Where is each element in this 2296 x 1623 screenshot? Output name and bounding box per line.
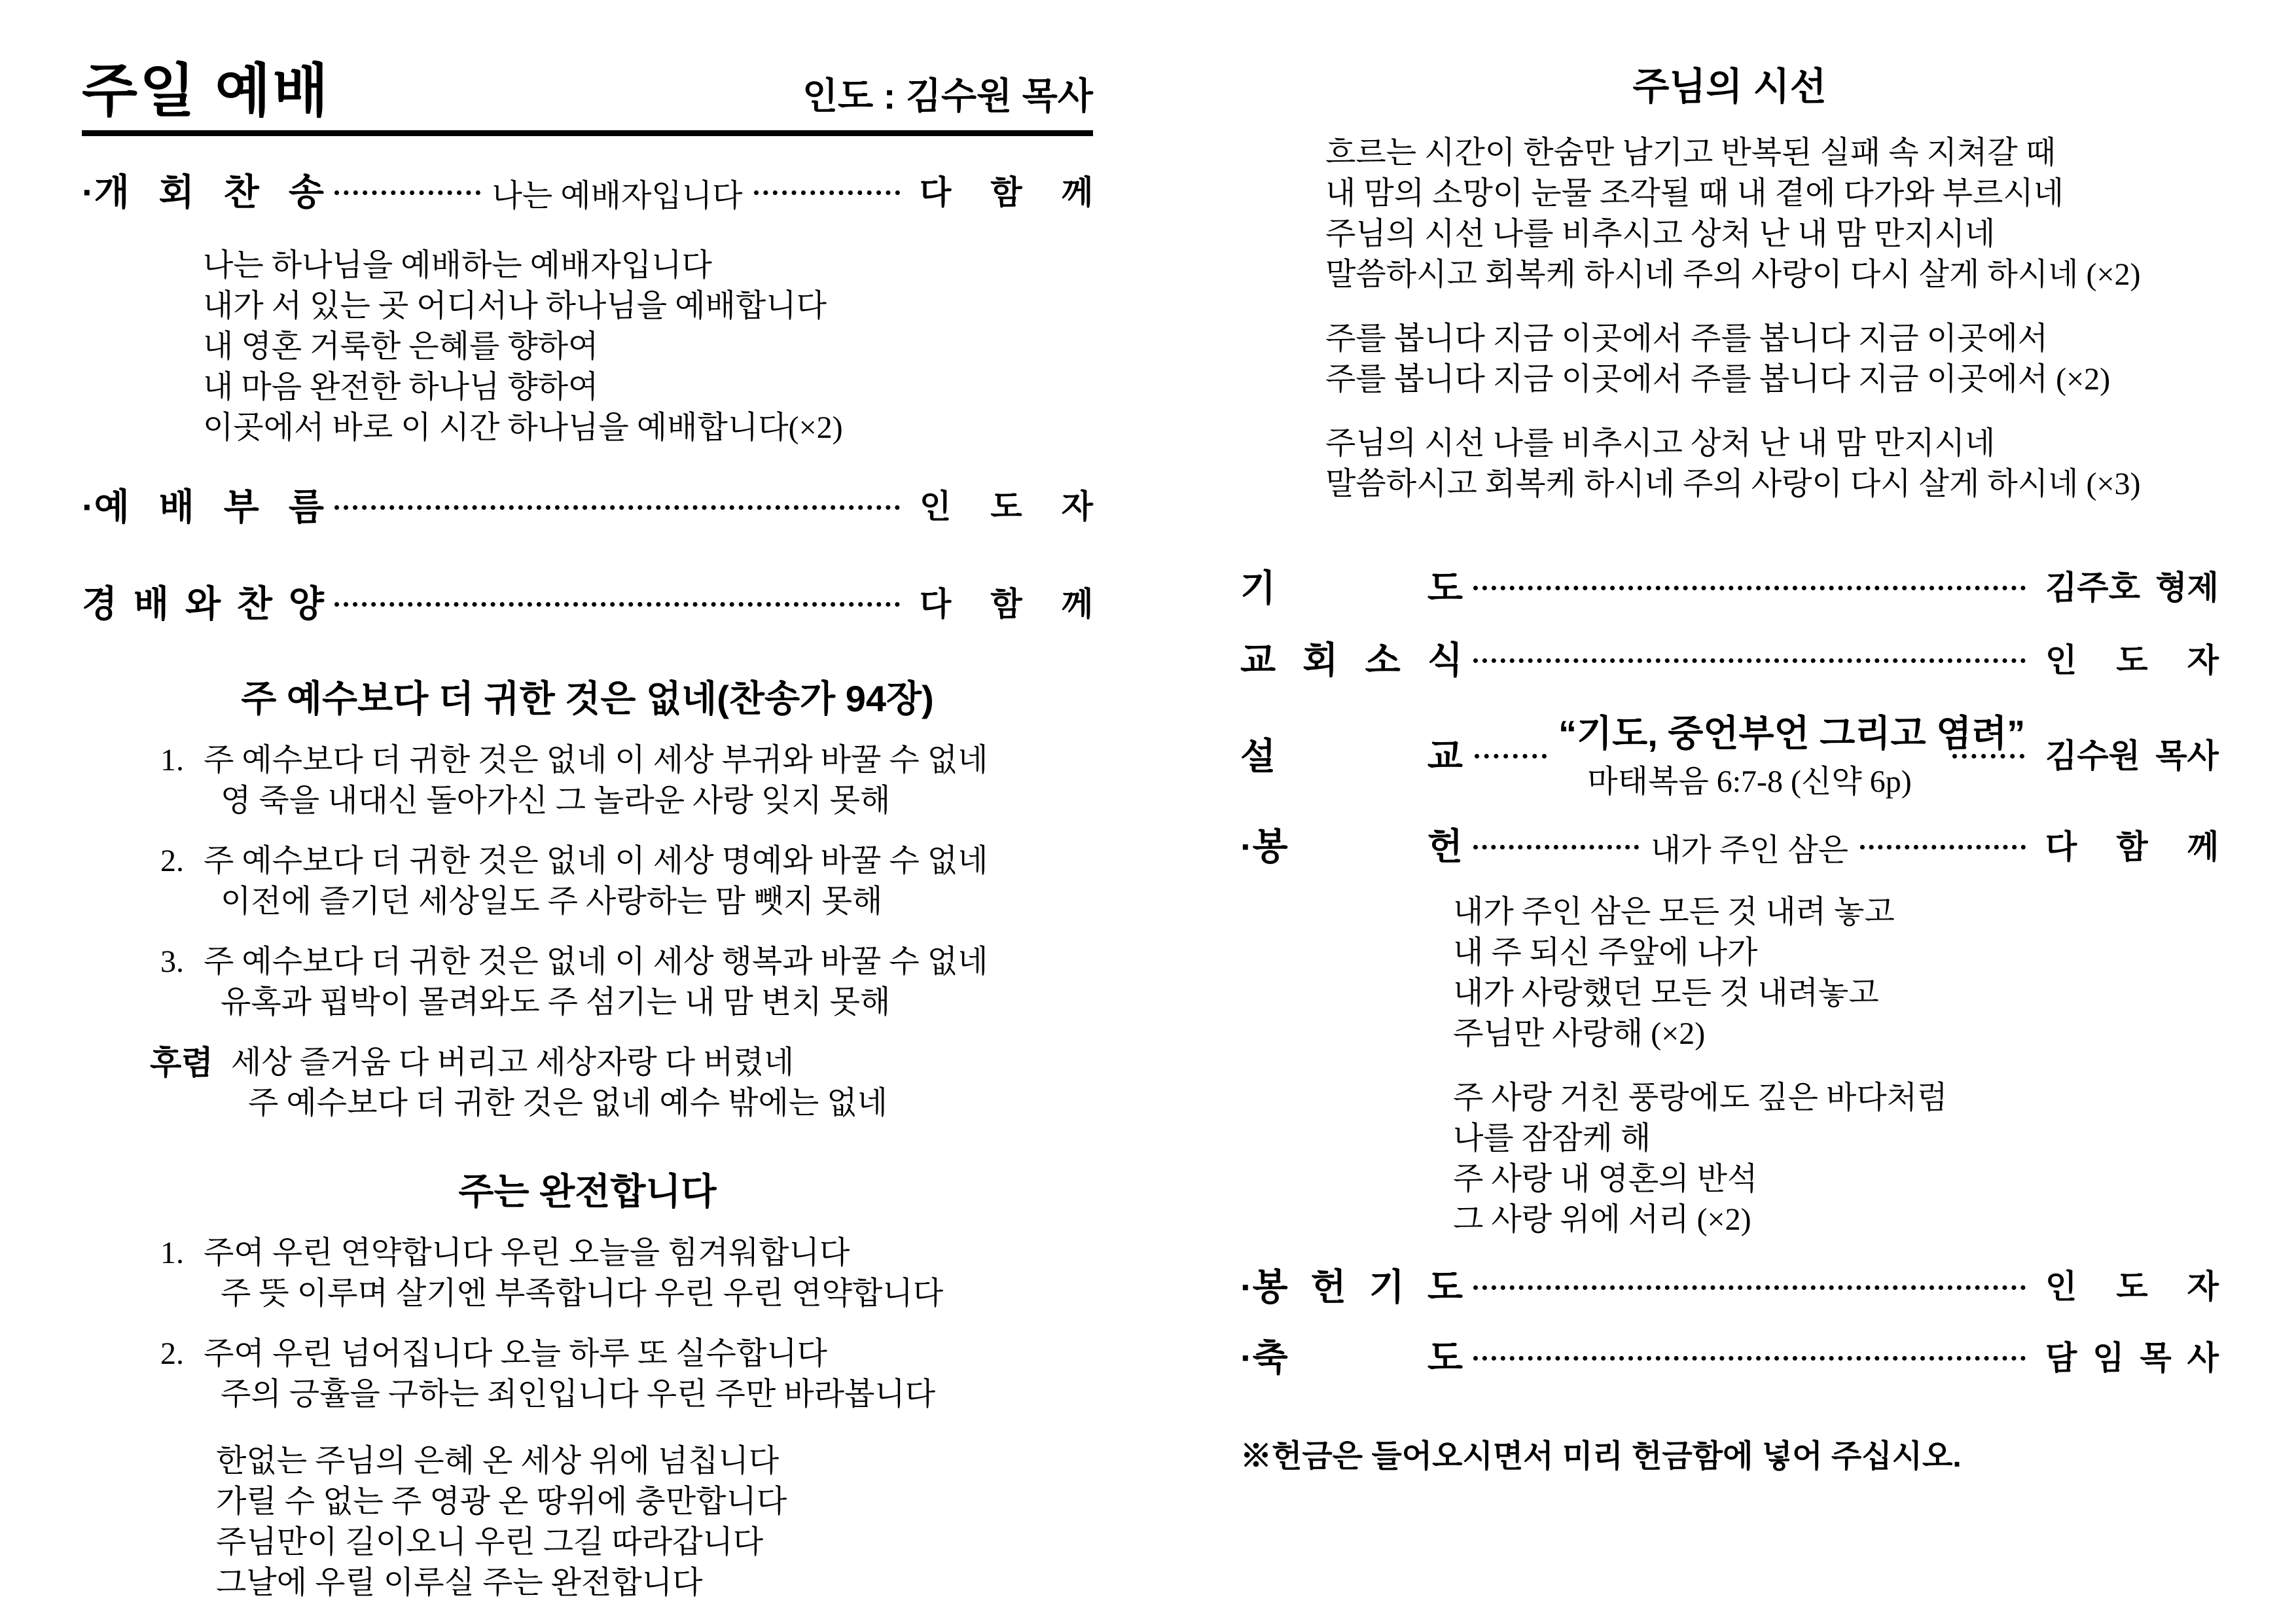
offering-song-lyrics-1 [1453,892,2219,1054]
hymn2-verse-2 [160,1334,1093,1415]
lyric-line: 주를 봅니다 지금 이곳에서 주를 봅니다 지금 이곳에서 [1325,321,2049,356]
verse-lines [204,1233,943,1314]
praise-song-heading: 주님의 시선 [1632,65,1827,108]
order-label-announcements: 교 회 소 식 [1240,639,1463,681]
hymn2-bridge-lyrics [216,1441,1093,1603]
refrain-lines [231,1043,888,1124]
lyric-line: 주 뜻 이루며 살기엔 부족합니다 우린 우린 연약합니다 [221,1276,944,1311]
offering-note: ※헌금은 들어오시면서 미리 헌금함에 넣어 주십시오. [1240,1438,1962,1474]
refrain-label: 후렴 [150,1044,213,1081]
lyric-line: 흐르는 시간이 한숨만 남기고 반복된 실패 속 지쳐갈 때 [1325,135,2056,170]
lyric-line: 주 예수보다 더 귀한 것은 없네 이 세상 부귀와 바꿀 수 없네 [204,742,988,777]
lyric-line: 내가 서 있는 곳 어디서나 하나님을 예배합니다 [203,289,827,323]
lyric-line: 주 예수보다 더 귀한 것은 없네 이 세상 행복과 바꿀 수 없네 [204,944,988,979]
dotted-leader [334,190,480,195]
verse-number: 1. [160,1236,184,1271]
hymn2-heading: 주는 완전합니다 [458,1170,717,1212]
service-leader: 인도 : 김수원 목사 [802,75,1093,116]
hymn1-verse-3 [160,942,1093,1023]
lyric-line: 주 사랑 내 영혼의 반석 [1453,1161,1758,1196]
praise-song-stanza-1 [1325,133,2219,295]
sermon-title-block [1558,711,2026,802]
order-row-announcements [1240,639,2219,681]
lyric-line: 내가 주인 삼은 모든 것 내려 놓고 [1453,894,1895,929]
header-divider [82,130,1093,136]
order-row-offering [1240,825,2219,870]
lyric-line: 이곳에서 바로 이 시간 하나님을 예배합니다(×2) [203,410,843,445]
performer-offering-prayer: 인 도 자 [2045,1268,2219,1306]
lyric-line: 주의 긍휼을 구하는 죄인입니다 우린 주만 바라봅니다 [221,1377,936,1412]
order-row-benediction [1240,1337,2219,1379]
order-row-sermon [1240,711,2219,802]
lyric-line: 그날에 우릴 이루실 주는 완전합니다 [216,1565,703,1601]
lyric-line: 가릴 수 없는 주 영광 온 땅위에 충만합니다 [216,1484,787,1520]
lyric-line: 영 죽을 내대신 돌아가신 그 놀라운 사랑 잊지 못해 [221,783,891,818]
lyric-line: 주여 우린 연약합니다 우린 오늘을 힘겨워합니다 [204,1236,850,1271]
verse-number: 1. [160,742,184,777]
performer-praise: 다 함 께 [920,585,1093,622]
order-label-opening-hymn: ·개 회 찬 송 [82,171,324,213]
performer-call-to-worship: 인 도 자 [920,488,1093,526]
lyric-line: 주님만이 길이오니 우린 그길 따라갑니다 [216,1525,764,1560]
lyric-line: 주 예수보다 더 귀한 것은 없네 이 세상 명예와 바꿀 수 없네 [204,843,988,878]
opening-hymn-lyrics [203,245,1093,448]
hymn1-heading: 주 예수보다 더 귀한 것은 없네(찬송가 94장) [241,677,934,719]
dotted-leader [1473,845,1639,849]
lyric-line: 주여 우린 넘어집니다 오늘 하루 또 실수합니다 [204,1336,827,1372]
lyric-line: 나를 잠잠케 해 [1453,1120,1651,1156]
praise-song-stanza-3 [1325,423,2219,505]
verse-number: 3. [160,944,184,979]
order-row-offering-prayer [1240,1266,2219,1308]
hymn1-verse-2 [160,841,1093,922]
lyric-line: 주님만 사랑해 (×2) [1453,1016,1706,1051]
order-row-praise [82,583,1093,625]
order-label-benediction: ·축 도 [1240,1337,1463,1379]
hymn2-verse-1 [160,1233,1093,1314]
offering-song-lyrics-2 [1453,1078,2219,1240]
order-label-offering: ·봉 헌 [1240,826,1463,868]
worship-order-column [82,58,1094,1623]
sermon-scripture: 마태복음 6:7-8 (신약 6p) [1587,764,1912,799]
verse-lines [204,740,988,821]
dotted-leader [1473,1356,2026,1361]
verse-number: 2. [160,843,184,878]
dotted-leader [334,505,900,510]
verse-lines [204,841,988,922]
performer-announcements: 인 도 자 [2045,641,2219,679]
lyric-line: 주 사랑 거친 풍랑에도 깊은 바다처럼 [1453,1080,1948,1115]
lyric-line: 주님의 시선 나를 비추시고 상처 난 내 맘 만지시네 [1325,216,1996,251]
dotted-leader-short [1952,754,2024,758]
performer-offering: 다 함 께 [2045,828,2219,865]
order-row-opening-hymn [82,170,1093,215]
dotted-leader [1860,845,2026,849]
order-label-praise: 경 배 와 찬 양 [82,583,324,625]
lyric-line: 그 사랑 위에 서리 (×2) [1453,1202,1751,1237]
verse-lines [204,942,988,1023]
order-label-offering-prayer: ·봉 헌 기 도 [1240,1266,1463,1308]
lyric-line: 주를 봅니다 지금 이곳에서 주를 봅니다 지금 이곳에서 (×2) [1325,361,2111,397]
performer-opening-hymn: 다 함 께 [920,173,1094,211]
lyric-line: 내 마음 완전한 하나님 향하여 [203,370,599,404]
performer-benediction: 담 임 목 사 [2045,1339,2219,1376]
order-label-sermon: 설 교 [1240,735,1463,777]
dotted-leader [1473,586,2026,590]
praise-and-order-column [1240,62,2219,1623]
dotted-leader [1473,658,2026,663]
dotted-leader-short [1475,754,1547,758]
dotted-leader [754,190,900,195]
lyric-line: 나는 하나님을 예배하는 예배자입니다 [203,248,712,283]
lyric-line: 내 주 되신 주앞에 나가 [1453,935,1758,970]
performer-sermon: 김수원 목사 [2045,738,2219,775]
page-title: 주일 예배 [82,58,331,123]
lyric-line: 주 예수보다 더 귀한 것은 없네 예수 밖에는 없네 [248,1085,888,1120]
opening-hymn-title: 나는 예배자입니다 [492,179,743,213]
hymn1-verse-1 [160,740,1093,821]
lyric-line: 내 영혼 거룩한 은혜를 향하여 [203,329,599,364]
lyric-line: 내 맘의 소망이 눈물 조각될 때 내 곁에 다가와 부르시네 [1325,175,2064,211]
performer-prayer: 김주호 형제 [2045,569,2219,607]
praise-song-stanza-2 [1325,319,2219,400]
dotted-leader [334,602,900,607]
lyric-line: 주님의 시선 나를 비추시고 상처 난 내 맘 만지시네 [1325,425,1996,461]
lyric-line: 한없는 주님의 은혜 온 세상 위에 넘칩니다 [216,1444,780,1479]
left-header [82,58,1093,123]
lyric-line: 유혹과 핍박이 몰려와도 주 섬기는 내 맘 변치 못해 [221,984,891,1020]
offering-song-title: 내가 주인 삼은 [1650,832,1849,868]
order-label-prayer: 기 도 [1240,567,1463,609]
lyric-line: 이전에 즐기던 세상일도 주 사랑하는 맘 뺏지 못해 [221,883,883,919]
lyric-line: 내가 사랑했던 모든 것 내려놓고 [1453,975,1879,1010]
lyric-line: 세상 즐거움 다 버리고 세상자랑 다 버렸네 [231,1044,795,1080]
hymn1-refrain [150,1043,1093,1124]
order-row-call-to-worship [82,486,1093,528]
verse-number: 2. [160,1336,184,1372]
dotted-leader [1473,1285,2026,1290]
verse-lines [204,1334,935,1415]
order-label-call-to-worship: ·예 배 부 름 [82,486,324,527]
sermon-title: “기도, 중언부언 그리고 염려” [1558,712,2026,754]
lyric-line: 말씀하시고 회복케 하시네 주의 사랑이 다시 살게 하시네 (×2) [1325,257,2141,292]
lyric-line: 말씀하시고 회복케 하시네 주의 사랑이 다시 살게 하시네 (×3) [1325,466,2141,501]
order-row-prayer [1240,567,2219,609]
